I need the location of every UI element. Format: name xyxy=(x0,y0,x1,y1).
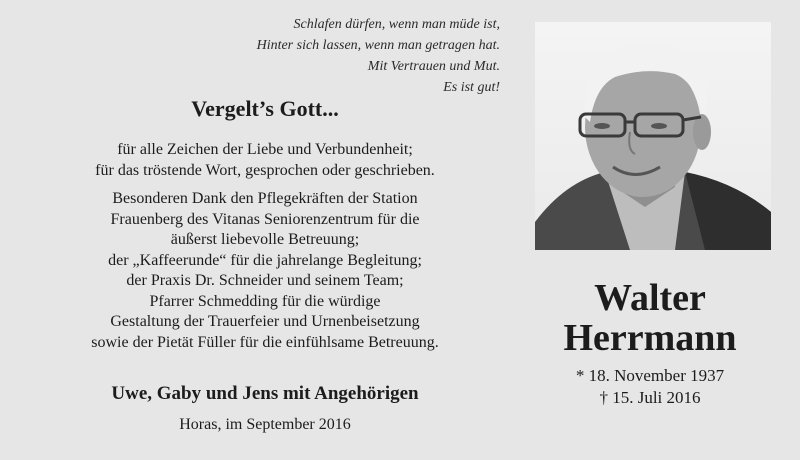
thanks-line: Besonderen Dank den Pflegekräften der Station xyxy=(112,190,418,207)
thanks-line: der Praxis Dr. Schneider und seinem Team; xyxy=(126,272,404,289)
thanks-line: sowie der Pietät Füller für die einfühlsame Betreuung. xyxy=(91,333,439,351)
birth-date: * 18. November 1937 xyxy=(575,366,725,385)
poem-line: Mit Vertrauen und Mut. xyxy=(367,59,500,74)
poem-line: Es ist gut! xyxy=(443,80,500,95)
life-dates xyxy=(540,365,760,409)
place-date: Horas, im September 2016 xyxy=(179,416,351,433)
first-name: Walter xyxy=(594,277,706,319)
thanks-line: Pfarrer Schmedding für die würdige xyxy=(149,292,381,310)
poem xyxy=(100,14,500,98)
heading: Vergelt’s Gott... xyxy=(191,96,339,121)
death-date: † 15. Juli 2016 xyxy=(599,388,701,407)
thanks-line: Gestaltung der Trauerfeier und Urnenbeisetzung xyxy=(110,313,420,330)
thanks-text xyxy=(30,140,500,353)
last-name: Herrmann xyxy=(563,317,737,359)
portrait-photo xyxy=(535,22,771,250)
paragraph-gap xyxy=(30,181,500,189)
poem-line: Schlafen dürfen, wenn man müde ist, xyxy=(293,17,500,32)
signature: Uwe, Gaby und Jens mit Angehörigen xyxy=(111,383,419,404)
thanks-line: der „Kaffeerunde“ für die jahrelange Begleitung; xyxy=(108,251,422,269)
thanks-line: äußerst liebevolle Betreuung; xyxy=(170,231,360,248)
deceased-name xyxy=(540,278,760,358)
thanks-line: Frauenberg des Vitanas Seniorenzentrum für die xyxy=(110,210,420,228)
thanks-line: für alle Zeichen der Liebe und Verbundenheit; xyxy=(117,141,413,158)
thanks-line: für das tröstende Wort, gesprochen oder geschrieben. xyxy=(95,161,435,179)
poem-line: Hinter sich lassen, wenn man getragen hat. xyxy=(256,38,500,53)
